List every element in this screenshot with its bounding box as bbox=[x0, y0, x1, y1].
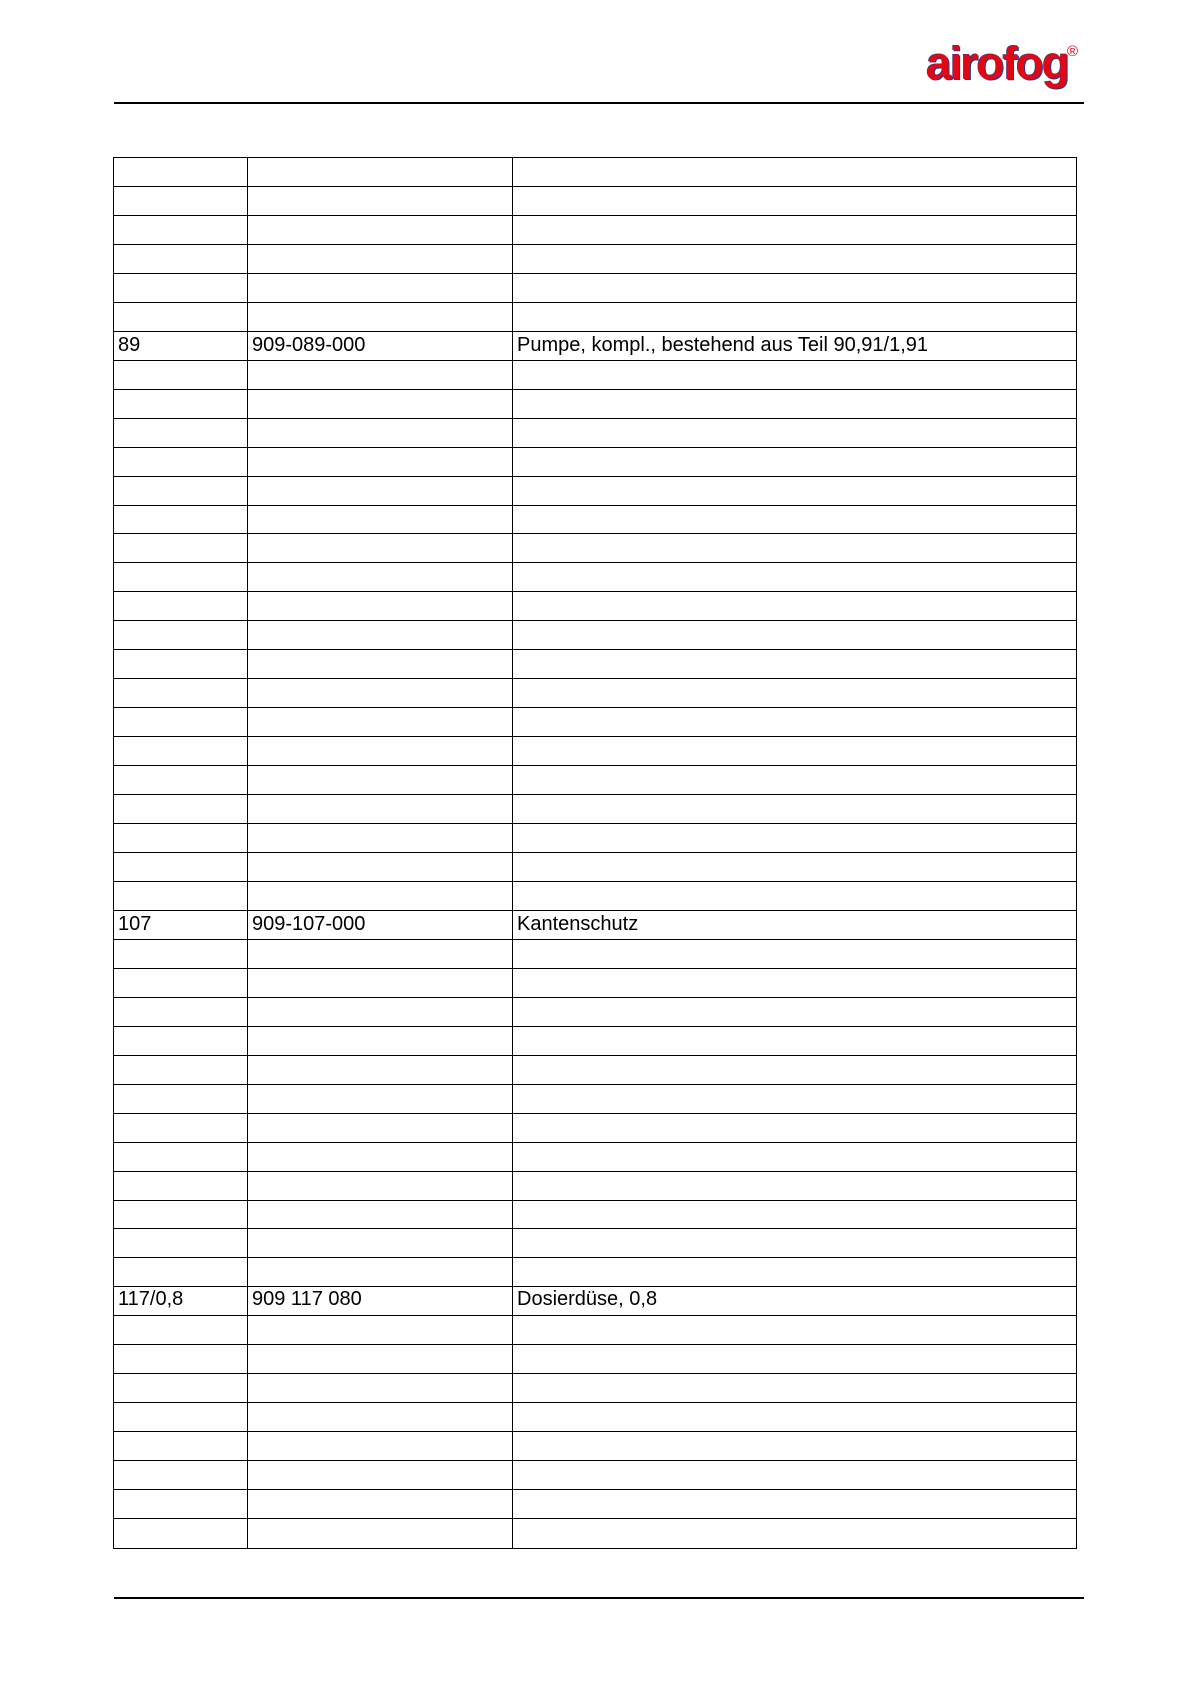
cell-position bbox=[114, 1432, 248, 1460]
cell-description bbox=[513, 563, 1076, 591]
table-row bbox=[114, 911, 1076, 940]
table-row bbox=[114, 1461, 1076, 1490]
cell-description bbox=[513, 824, 1076, 852]
cell-position bbox=[114, 187, 248, 215]
cell-description bbox=[513, 1403, 1076, 1431]
table-row bbox=[114, 1345, 1076, 1374]
header-rule bbox=[114, 102, 1084, 104]
cell-part-number bbox=[248, 245, 513, 273]
cell-part-number bbox=[248, 1403, 513, 1431]
cell-position bbox=[114, 1287, 248, 1315]
cell-part-number bbox=[248, 361, 513, 389]
cell-part-number bbox=[248, 737, 513, 765]
cell-position bbox=[114, 766, 248, 794]
cell-position bbox=[114, 303, 248, 331]
table-row bbox=[114, 708, 1076, 737]
cell-description bbox=[513, 158, 1076, 186]
table-row bbox=[114, 332, 1076, 361]
part-description: Dosierdüse, 0,8 bbox=[517, 1288, 658, 1311]
cell-position bbox=[114, 592, 248, 620]
cell-position bbox=[114, 1085, 248, 1113]
cell-part-number bbox=[248, 1519, 513, 1548]
table-row bbox=[114, 882, 1076, 911]
cell-description bbox=[513, 216, 1076, 244]
table-row bbox=[114, 592, 1076, 621]
table-row bbox=[114, 534, 1076, 563]
table-row bbox=[114, 390, 1076, 419]
cell-position bbox=[114, 448, 248, 476]
cell-part-number bbox=[248, 534, 513, 562]
cell-part-number bbox=[248, 911, 513, 939]
cell-description bbox=[513, 621, 1076, 649]
cell-position bbox=[114, 477, 248, 505]
position-number: 107 bbox=[118, 912, 152, 935]
cell-description bbox=[513, 1114, 1076, 1142]
cell-description bbox=[513, 1258, 1076, 1286]
part-number: 909-107-000 bbox=[252, 912, 366, 935]
table-row bbox=[114, 274, 1076, 303]
cell-position bbox=[114, 563, 248, 591]
table-row bbox=[114, 1229, 1076, 1258]
cell-description bbox=[513, 1143, 1076, 1171]
cell-position bbox=[114, 1345, 248, 1373]
cell-part-number bbox=[248, 390, 513, 418]
cell-position bbox=[114, 1374, 248, 1402]
table-row bbox=[114, 245, 1076, 274]
cell-position bbox=[114, 940, 248, 968]
cell-part-number bbox=[248, 853, 513, 881]
cell-position bbox=[114, 245, 248, 273]
cell-part-number bbox=[248, 506, 513, 534]
table-row bbox=[114, 679, 1076, 708]
cell-description bbox=[513, 187, 1076, 215]
cell-part-number bbox=[248, 766, 513, 794]
cell-description bbox=[513, 1085, 1076, 1113]
cell-position bbox=[114, 332, 248, 360]
cell-description bbox=[513, 998, 1076, 1026]
cell-position bbox=[114, 1172, 248, 1200]
cell-part-number bbox=[248, 187, 513, 215]
cell-part-number bbox=[248, 216, 513, 244]
table-row bbox=[114, 1490, 1076, 1519]
cell-position bbox=[114, 1519, 248, 1548]
cell-part-number bbox=[248, 1027, 513, 1055]
table-row bbox=[114, 1258, 1076, 1287]
part-description: Pumpe, kompl., bestehend aus Teil 90,91/1,91 bbox=[517, 333, 929, 356]
cell-description bbox=[513, 1287, 1076, 1315]
cell-description bbox=[513, 679, 1076, 707]
cell-part-number bbox=[248, 1316, 513, 1344]
cell-part-number bbox=[248, 448, 513, 476]
cell-description bbox=[513, 1519, 1076, 1548]
cell-description bbox=[513, 1461, 1076, 1489]
table-row bbox=[114, 1374, 1076, 1403]
cell-description bbox=[513, 274, 1076, 302]
cell-part-number bbox=[248, 650, 513, 678]
cell-description bbox=[513, 1056, 1076, 1084]
cell-description bbox=[513, 534, 1076, 562]
cell-position bbox=[114, 1403, 248, 1431]
cell-position bbox=[114, 1461, 248, 1489]
cell-part-number bbox=[248, 1056, 513, 1084]
position-number: 89 bbox=[118, 333, 141, 356]
cell-description bbox=[513, 1432, 1076, 1460]
cell-part-number bbox=[248, 679, 513, 707]
table-row bbox=[114, 766, 1076, 795]
cell-position bbox=[114, 795, 248, 823]
position-number: 117/0,8 bbox=[118, 1288, 184, 1311]
cell-description bbox=[513, 969, 1076, 997]
cell-part-number bbox=[248, 1085, 513, 1113]
cell-description bbox=[513, 1316, 1076, 1344]
cell-part-number bbox=[248, 1490, 513, 1518]
cell-part-number bbox=[248, 1461, 513, 1489]
cell-part-number bbox=[248, 795, 513, 823]
table-row bbox=[114, 216, 1076, 245]
cell-position bbox=[114, 969, 248, 997]
cell-part-number bbox=[248, 998, 513, 1026]
table-row bbox=[114, 361, 1076, 390]
cell-position bbox=[114, 1490, 248, 1518]
cell-position bbox=[114, 1229, 248, 1257]
airofog-logo bbox=[926, 37, 1086, 96]
cell-part-number bbox=[248, 1287, 513, 1315]
cell-description bbox=[513, 853, 1076, 881]
table-row bbox=[114, 477, 1076, 506]
cell-part-number bbox=[248, 1229, 513, 1257]
cell-position bbox=[114, 506, 248, 534]
cell-part-number bbox=[248, 158, 513, 186]
cell-description bbox=[513, 332, 1076, 360]
table-row bbox=[114, 1085, 1076, 1114]
cell-position bbox=[114, 1027, 248, 1055]
cell-position bbox=[114, 679, 248, 707]
cell-position bbox=[114, 158, 248, 186]
table-row bbox=[114, 1143, 1076, 1172]
cell-position bbox=[114, 621, 248, 649]
cell-position bbox=[114, 737, 248, 765]
cell-description bbox=[513, 506, 1076, 534]
cell-position bbox=[114, 1056, 248, 1084]
table-row bbox=[114, 853, 1076, 882]
table-row bbox=[114, 998, 1076, 1027]
cell-part-number bbox=[248, 303, 513, 331]
footer-rule bbox=[114, 1597, 1084, 1599]
cell-part-number bbox=[248, 1143, 513, 1171]
table-row bbox=[114, 621, 1076, 650]
table-row bbox=[114, 824, 1076, 853]
parts-table bbox=[113, 157, 1077, 1549]
table-row bbox=[114, 737, 1076, 766]
table-row bbox=[114, 1056, 1076, 1085]
cell-part-number bbox=[248, 1374, 513, 1402]
cell-position bbox=[114, 824, 248, 852]
cell-part-number bbox=[248, 592, 513, 620]
cell-position bbox=[114, 1114, 248, 1142]
cell-description bbox=[513, 303, 1076, 331]
cell-part-number bbox=[248, 1172, 513, 1200]
table-row bbox=[114, 650, 1076, 679]
registered-mark: ® bbox=[1067, 43, 1079, 60]
cell-position bbox=[114, 1258, 248, 1286]
cell-description bbox=[513, 390, 1076, 418]
cell-description bbox=[513, 882, 1076, 910]
cell-description bbox=[513, 592, 1076, 620]
cell-part-number bbox=[248, 824, 513, 852]
cell-description bbox=[513, 737, 1076, 765]
cell-position bbox=[114, 361, 248, 389]
part-number: 909 117 080 bbox=[252, 1288, 362, 1311]
table-row bbox=[114, 1114, 1076, 1143]
cell-position bbox=[114, 1316, 248, 1344]
cell-description bbox=[513, 361, 1076, 389]
cell-description bbox=[513, 1490, 1076, 1518]
table-row bbox=[114, 448, 1076, 477]
cell-description bbox=[513, 766, 1076, 794]
cell-part-number bbox=[248, 419, 513, 447]
cell-part-number bbox=[248, 1432, 513, 1460]
cell-position bbox=[114, 853, 248, 881]
cell-position bbox=[114, 534, 248, 562]
part-number: 909-089-000 bbox=[252, 333, 366, 356]
table-row bbox=[114, 795, 1076, 824]
table-row bbox=[114, 1172, 1076, 1201]
cell-part-number bbox=[248, 477, 513, 505]
table-row bbox=[114, 1027, 1076, 1056]
cell-position bbox=[114, 708, 248, 736]
cell-part-number bbox=[248, 1114, 513, 1142]
table-row bbox=[114, 158, 1076, 187]
cell-description bbox=[513, 448, 1076, 476]
table-row bbox=[114, 506, 1076, 535]
table-row bbox=[114, 1403, 1076, 1432]
cell-part-number bbox=[248, 882, 513, 910]
cell-position bbox=[114, 882, 248, 910]
cell-position bbox=[114, 1143, 248, 1171]
cell-part-number bbox=[248, 940, 513, 968]
table-row bbox=[114, 1287, 1076, 1316]
cell-description bbox=[513, 650, 1076, 678]
table-row bbox=[114, 1432, 1076, 1461]
cell-description bbox=[513, 1374, 1076, 1402]
table-row bbox=[114, 1201, 1076, 1230]
table-row bbox=[114, 969, 1076, 998]
cell-position bbox=[114, 274, 248, 302]
cell-position bbox=[114, 419, 248, 447]
cell-position bbox=[114, 998, 248, 1026]
cell-part-number bbox=[248, 332, 513, 360]
cell-part-number bbox=[248, 708, 513, 736]
cell-description bbox=[513, 940, 1076, 968]
cell-description bbox=[513, 245, 1076, 273]
cell-part-number bbox=[248, 274, 513, 302]
cell-part-number bbox=[248, 1258, 513, 1286]
cell-part-number bbox=[248, 1345, 513, 1373]
cell-position bbox=[114, 390, 248, 418]
cell-part-number bbox=[248, 1201, 513, 1229]
cell-description bbox=[513, 1201, 1076, 1229]
cell-description bbox=[513, 911, 1076, 939]
cell-part-number bbox=[248, 969, 513, 997]
logo-wordmark: airofog bbox=[926, 37, 1068, 89]
cell-description bbox=[513, 795, 1076, 823]
part-description: Kantenschutz bbox=[517, 912, 639, 935]
cell-position bbox=[114, 650, 248, 678]
cell-part-number bbox=[248, 563, 513, 591]
table-row bbox=[114, 1316, 1076, 1345]
table-row bbox=[114, 187, 1076, 216]
cell-position bbox=[114, 216, 248, 244]
cell-description bbox=[513, 1027, 1076, 1055]
cell-description bbox=[513, 477, 1076, 505]
table-row bbox=[114, 303, 1076, 332]
cell-description bbox=[513, 708, 1076, 736]
table-row bbox=[114, 1519, 1076, 1548]
table-row bbox=[114, 419, 1076, 448]
cell-part-number bbox=[248, 621, 513, 649]
cell-description bbox=[513, 1172, 1076, 1200]
cell-description bbox=[513, 419, 1076, 447]
table-row bbox=[114, 940, 1076, 969]
cell-position bbox=[114, 1201, 248, 1229]
cell-description bbox=[513, 1229, 1076, 1257]
cell-position bbox=[114, 911, 248, 939]
cell-description bbox=[513, 1345, 1076, 1373]
table-row bbox=[114, 563, 1076, 592]
